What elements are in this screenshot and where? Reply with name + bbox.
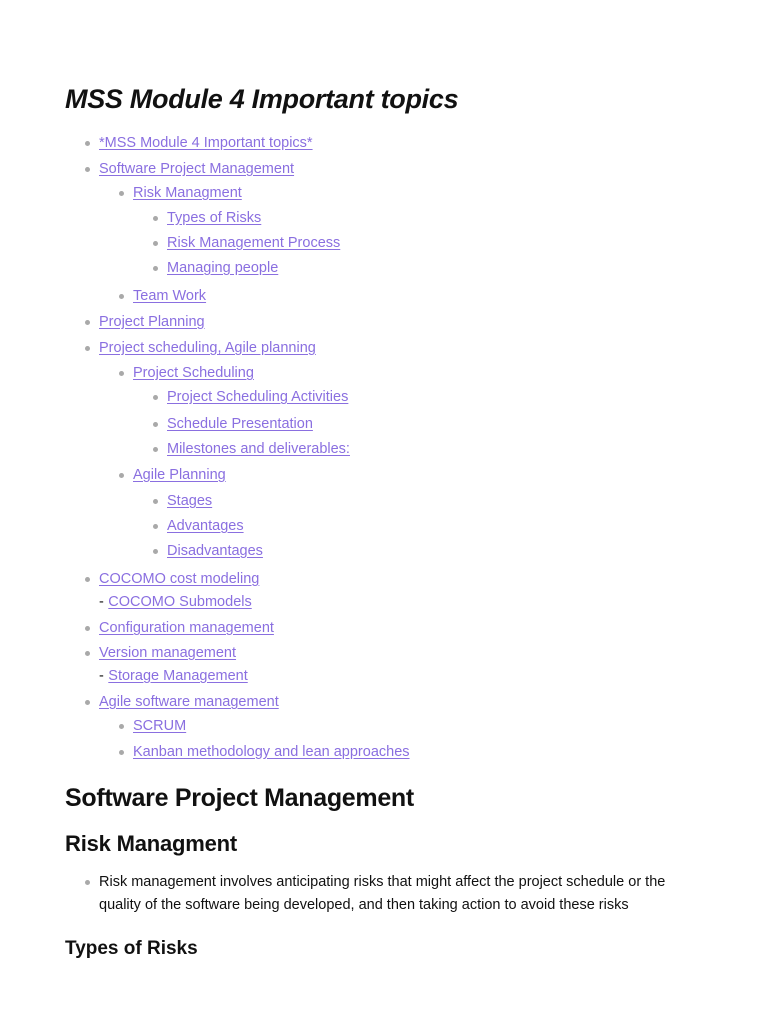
toc-subline xyxy=(65,665,705,687)
table-of-contents xyxy=(65,132,705,763)
toc-item xyxy=(133,464,705,562)
toc-link-risk-managment[interactable]: Risk Managment xyxy=(133,185,242,201)
toc-link-kanban[interactable]: Kanban methodology and lean approaches xyxy=(133,744,410,760)
toc-item xyxy=(99,691,705,763)
toc-item xyxy=(167,490,705,512)
toc-link-agile-software-management[interactable]: Agile software management xyxy=(99,694,279,710)
toc-item xyxy=(99,617,705,639)
toc-item xyxy=(167,257,705,279)
toc-link-storage-management[interactable]: Storage Management xyxy=(108,668,248,684)
toc-item xyxy=(167,232,705,254)
toc-link-types-of-risks[interactable]: Types of Risks xyxy=(167,210,262,226)
toc-link-managing-people[interactable]: Managing people xyxy=(167,260,279,276)
toc-link-stages[interactable]: Stages xyxy=(167,493,213,509)
document-page xyxy=(65,80,705,963)
toc-link-project-scheduling-agile-planning[interactable]: Project scheduling, Agile planning xyxy=(99,340,316,356)
heading-risk-managment: Risk Managment xyxy=(65,831,238,856)
toc-item xyxy=(99,337,705,562)
toc-link-risk-management-process[interactable]: Risk Management Process xyxy=(167,235,341,251)
toc-item xyxy=(99,132,705,154)
toc-item xyxy=(133,741,705,763)
toc-link-project-scheduling-activities[interactable]: Project Scheduling Activities xyxy=(167,389,349,405)
toc-link-cocomo-submodels[interactable]: COCOMO Submodels xyxy=(108,594,252,610)
toc-link-agile-planning[interactable]: Agile Planning xyxy=(133,467,226,483)
toc-link-software-project-management[interactable]: Software Project Management xyxy=(99,161,295,177)
risk-management-description: Risk management involves anticipating risks that might affect the project schedule or the quality of the software being developed, and then taking action to avoid these risks xyxy=(99,874,666,913)
page-title: MSS Module 4 Important topics xyxy=(65,84,459,114)
toc-link-team-work[interactable]: Team Work xyxy=(133,288,207,304)
toc-item xyxy=(167,540,705,562)
toc-link-module-title[interactable]: *MSS Module 4 Important topics* xyxy=(99,135,313,151)
toc-link-disadvantages[interactable]: Disadvantages xyxy=(167,543,263,559)
dash-text: - xyxy=(99,668,104,684)
toc-item xyxy=(99,568,705,613)
toc-link-configuration-management[interactable]: Configuration management xyxy=(99,620,274,636)
toc-item xyxy=(167,207,705,229)
toc-item xyxy=(133,182,705,279)
toc-link-project-scheduling[interactable]: Project Scheduling xyxy=(133,365,254,381)
toc-item xyxy=(133,285,705,307)
toc-item xyxy=(99,158,705,307)
toc-subline xyxy=(65,591,705,613)
toc-item xyxy=(99,642,705,687)
heading-software-project-management: Software Project Management xyxy=(65,784,414,812)
toc-link-project-planning[interactable]: Project Planning xyxy=(99,314,205,330)
toc-link-schedule-presentation[interactable]: Schedule Presentation xyxy=(167,416,313,432)
toc-item xyxy=(167,438,705,460)
toc-link-advantages[interactable]: Advantages xyxy=(167,518,244,534)
toc-link-milestones-and-deliverables[interactable]: Milestones and deliverables: xyxy=(167,441,350,457)
toc-item xyxy=(167,413,705,435)
toc-link-cocomo-cost-modeling[interactable]: COCOMO cost modeling xyxy=(99,571,260,587)
toc-item xyxy=(133,715,705,737)
bullet-list xyxy=(65,871,705,917)
toc-link-version-management[interactable]: Version management xyxy=(99,645,237,661)
toc-item xyxy=(167,515,705,537)
heading-types-of-risks: Types of Risks xyxy=(65,938,198,959)
toc-link-scrum[interactable]: SCRUM xyxy=(133,718,187,734)
list-item xyxy=(99,871,705,917)
toc-item xyxy=(99,311,705,333)
dash-text: - xyxy=(99,594,104,610)
toc-item xyxy=(133,362,705,460)
toc-item xyxy=(167,386,705,408)
